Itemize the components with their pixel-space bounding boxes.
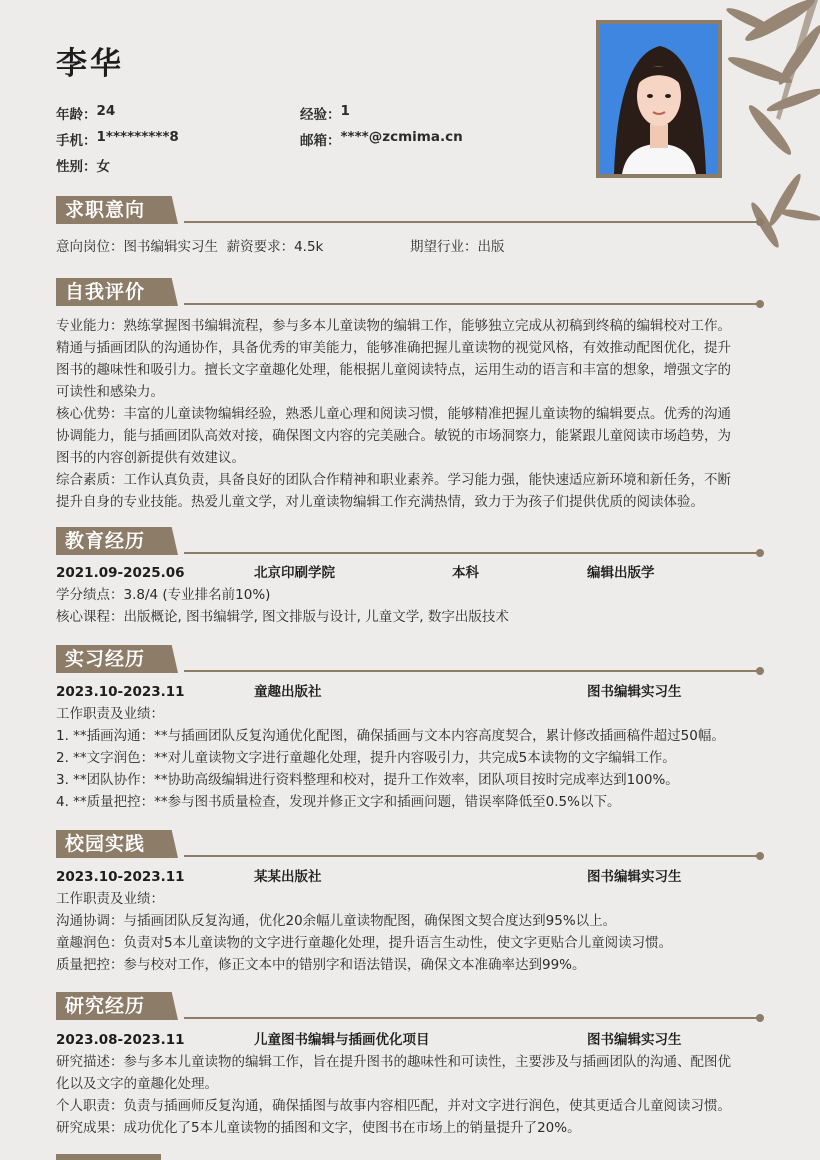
section-title: 研究经历 [56,992,170,1020]
text-line: 核心优势：丰富的儿童读物编辑经验，熟悉儿童心理和阅读习惯，能够精准把握儿童读物的编辑要点。优秀的沟通 [56,406,731,422]
section-title: 实习经历 [56,645,170,673]
section-header-internship [56,645,764,673]
internship-date: 2023.10-2023.11 [56,684,185,700]
text-line: 图书的内容创新提供有效建议。 [56,450,245,466]
education-degree: 本科 [452,565,479,581]
experience-label: 经验： [300,107,341,123]
email-value: ****@zcmima.cn [340,129,463,145]
section-title: 校园实践 [56,830,170,858]
text-line: 研究描述：参与多本儿童读物的编辑工作，旨在提升图书的趣味性和可读性，主要涉及与插画团队的沟通、配图优 [56,1054,731,1070]
section-title: 自我评价 [56,278,170,306]
gender-value: 女 [96,159,110,175]
section-header-education [56,527,764,555]
phone-value: 1*********8 [96,129,179,145]
profile-photo [600,24,718,174]
email-label: 邮箱： [300,133,341,149]
text-line: 工作职责及业绩： [56,891,164,907]
gender-label: 性别： [56,159,97,175]
section-header-self [56,278,764,306]
research-role: 图书编辑实习生 [587,1032,682,1048]
education-body [56,562,768,628]
phone-label: 手机： [56,133,97,149]
text-line: 协调能力，能与插画团队高效对接，确保图文内容的完美融合。敏锐的市场洞察力，能紧跟儿童阅读市场趋势，为 [56,428,731,444]
experience-value: 1 [340,103,350,119]
research-project: 儿童图书编辑与插画优化项目 [254,1032,430,1048]
section-title: 求职意向 [56,196,170,224]
text-line: 学分绩点：3.8/4 (专业排名前10%) [56,587,271,603]
text-line: 工作职责及业绩： [56,706,164,722]
text-line: 图书的趣味性和吸引力。擅长文字童趣化处理，能根据儿童阅读特点，运用生动的语言和丰富的想象，增强文字的 [56,362,731,378]
portrait-icon [600,24,718,174]
text-line: 可读性和感染力。 [56,384,164,400]
education-major: 编辑出版学 [587,565,655,581]
text-line: 提升自身的专业技能。热爱儿童文学，对儿童读物编辑工作充满热情，致力于为孩子们提供优质的阅读体验。 [56,494,704,510]
intent-position: 意向岗位：图书编辑实习生 薪资要求：4.5k [56,239,324,255]
text-line: 综合素质：工作认真负责，具备良好的团队合作精神和职业素养。学习能力强，能快速适应新环境和新任务，不断 [56,472,731,488]
text-line: 3. **团队协作：**协助高级编辑进行资料整理和校对，提升工作效率，团队项目按时完成率达到100%。 [56,772,679,788]
section-header-campus [56,830,764,858]
text-line: 化以及文字的童趣化处理。 [56,1076,218,1092]
campus-role: 图书编辑实习生 [587,869,682,885]
text-line: 沟通协调：与插画团队反复沟通，优化20余幅儿童读物配图，确保图文契合度达到95%以上。 [56,913,617,929]
campus-date: 2023.10-2023.11 [56,869,185,885]
section-title: 教育经历 [56,527,170,555]
internship-body [56,681,768,813]
text-line: 2. **文字润色：**对儿童读物文字进行童趣化处理，提升内容吸引力，共完成5本读物的文字编辑工作。 [56,750,676,766]
age-label: 年龄： [56,107,97,123]
education-school: 北京印刷学院 [254,565,335,581]
campus-org: 某某出版社 [254,869,322,885]
research-date: 2023.08-2023.11 [56,1032,185,1048]
intent-body [56,236,768,258]
self-body [56,315,768,513]
basic-info [56,100,576,178]
text-line: 质量把控：参与校对工作，修正文本中的错别字和语法错误，确保文本准确率达到99%。 [56,957,586,973]
age-value: 24 [96,103,116,119]
text-line: 1. **插画沟通：**与插画团队反复沟通优化配图，确保插画与文本内容高度契合，累计修改插画稿件超过50幅。 [56,728,725,744]
research-body [56,1029,768,1139]
text-line: 精通与插画团队的沟通协作，具备优秀的审美能力，能够准确把握儿童读物的视觉风格，有效推动配图优化，提升 [56,340,731,356]
internship-org: 童趣出版社 [254,684,322,700]
campus-body [56,866,768,976]
intent-industry: 期望行业：出版 [410,239,505,255]
profile-photo-frame [596,20,722,178]
section-header-research [56,992,764,1020]
text-line: 4. **质量把控：**参与图书质量检查，发现并修正文字和插画问题，错误率降低至0.5%以下。 [56,794,621,810]
text-line: 核心课程：出版概论, 图书编辑学, 图文排版与设计, 儿童文学, 数字出版技术 [56,609,509,625]
internship-role: 图书编辑实习生 [587,684,682,700]
text-line: 研究成果：成功优化了5本儿童读物的插图和文字，使图书在市场上的销量提升了20%。 [56,1120,581,1136]
next-section-tab [56,1154,161,1160]
education-date: 2021.09-2025.06 [56,565,185,581]
section-header-intent [56,196,764,224]
text-line: 童趣润色：负责对5本儿童读物的文字进行童趣化处理，提升语言生动性，使文字更贴合儿童阅读习惯。 [56,935,673,951]
candidate-name: 李华 [56,46,124,82]
text-line: 专业能力：熟练掌握图书编辑流程，参与多本儿童读物的编辑工作，能够独立完成从初稿到终稿的编辑校对工作。 [56,318,731,334]
text-line: 个人职责：负责与插画师反复沟通，确保插图与故事内容相匹配，并对文字进行润色，使其更适合儿童阅读习惯。 [56,1098,731,1114]
